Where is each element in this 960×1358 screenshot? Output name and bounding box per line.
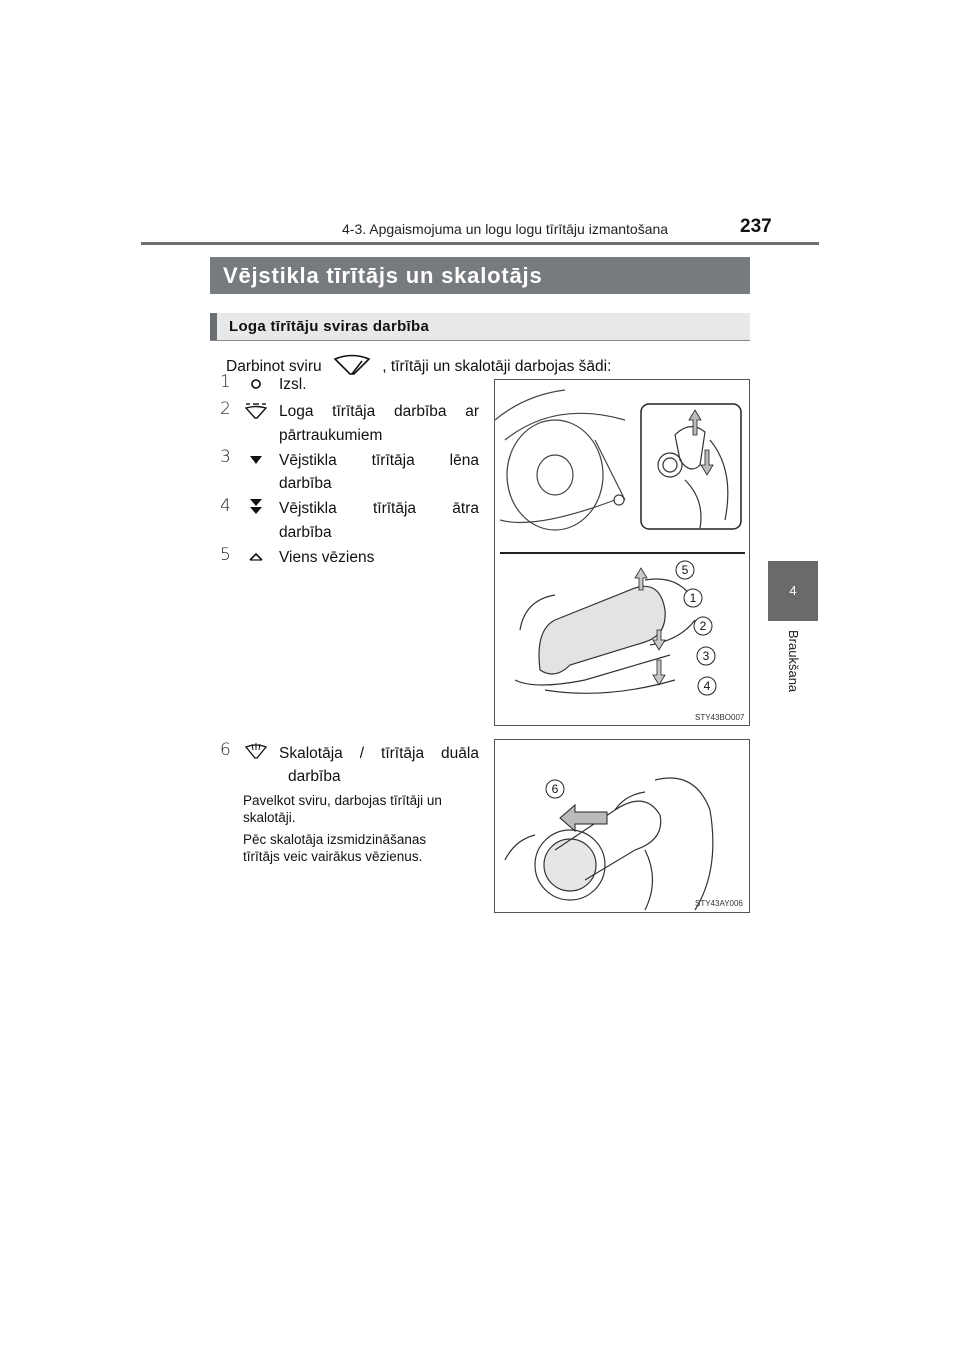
note-line: Pavelkot sviru, darbojas tīrītāji un	[243, 793, 442, 808]
washer-lever-figure	[494, 739, 750, 913]
page-title: Vējstikla tīrītājs un skalotājs	[210, 257, 750, 294]
item-text-line: Vējstikla tīrītāja ātra	[279, 500, 479, 517]
callout-label: 3	[702, 649, 710, 663]
wiper-lever-illustration	[495, 380, 749, 725]
callout-label: 2	[699, 619, 707, 633]
note-line: skalotāji.	[243, 810, 296, 825]
item-text-line: Loga tīrītāja darbība ar	[279, 403, 479, 420]
subtitle-divider	[210, 340, 750, 341]
callout-label: 5	[681, 563, 689, 577]
item-number: 2	[220, 399, 231, 419]
item-text-line: pārtraukumiem	[279, 427, 383, 444]
wiper-lever-figure	[494, 379, 750, 726]
item-text-line: Skalotāja / tīrītāja duāla	[279, 745, 479, 762]
item-number: 1	[220, 372, 231, 392]
item-text	[279, 742, 479, 766]
header-divider	[141, 242, 819, 245]
page-number: 237	[740, 216, 772, 237]
item-text	[279, 449, 479, 473]
item-text-continued	[288, 765, 488, 789]
item-text	[279, 497, 479, 521]
item-text	[279, 400, 479, 424]
figure-code: STY43BO007	[695, 713, 745, 722]
note-line: tīrītājs veic vairākus vēzienus.	[243, 849, 423, 864]
off-circle-icon	[248, 377, 270, 393]
wiper-icon	[326, 349, 378, 376]
item-text	[279, 546, 479, 570]
washer-lever-illustration	[495, 740, 749, 912]
note-line: Pēc skalotāja izsmidzināšanas	[243, 832, 427, 847]
chapter-tab: 4	[768, 561, 818, 621]
item-number: 4	[220, 496, 231, 516]
item-text-line: Vējstikla tīrītāja lēna	[279, 452, 479, 469]
item-text-line: Izsl.	[279, 376, 307, 393]
figure-code: STY43AY006	[695, 899, 743, 908]
item-text-continued	[279, 472, 479, 496]
intro-text	[226, 349, 611, 376]
item-number: 6	[220, 740, 231, 760]
note-paragraph	[243, 792, 479, 826]
item-text-line: darbība	[279, 475, 332, 492]
low-speed-arrow-icon	[248, 453, 270, 469]
callout-label: 1	[689, 591, 697, 605]
item-text-line: darbība	[279, 524, 332, 541]
chapter-name: Braukšana	[786, 630, 801, 693]
intro-after: , tīrītāji un skalotāji darbojas šādi:	[382, 358, 612, 375]
callout-label: 6	[551, 782, 559, 796]
chapter-side-label	[775, 630, 815, 700]
item-text-continued	[279, 521, 479, 545]
single-wipe-icon	[248, 550, 270, 566]
intermittent-wipe-icon	[244, 402, 266, 418]
item-number: 5	[220, 545, 231, 565]
washer-wiper-icon	[244, 741, 266, 757]
callout-label: 4	[703, 679, 711, 693]
item-text-line: darbība	[288, 768, 341, 785]
high-speed-arrow-icon	[248, 497, 270, 513]
note-paragraph	[243, 831, 479, 865]
item-text	[279, 373, 479, 397]
section-subtitle: Loga tīrītāju sviras darbība	[210, 313, 750, 340]
item-text-line: Viens vēziens	[279, 549, 375, 566]
intro-before: Darbinot sviru	[226, 358, 322, 375]
item-text-continued	[279, 424, 479, 448]
item-number: 3	[220, 447, 231, 467]
section-header: 4-3. Apgaismojuma un logu logu tīrītāju izmantošana	[342, 221, 669, 237]
